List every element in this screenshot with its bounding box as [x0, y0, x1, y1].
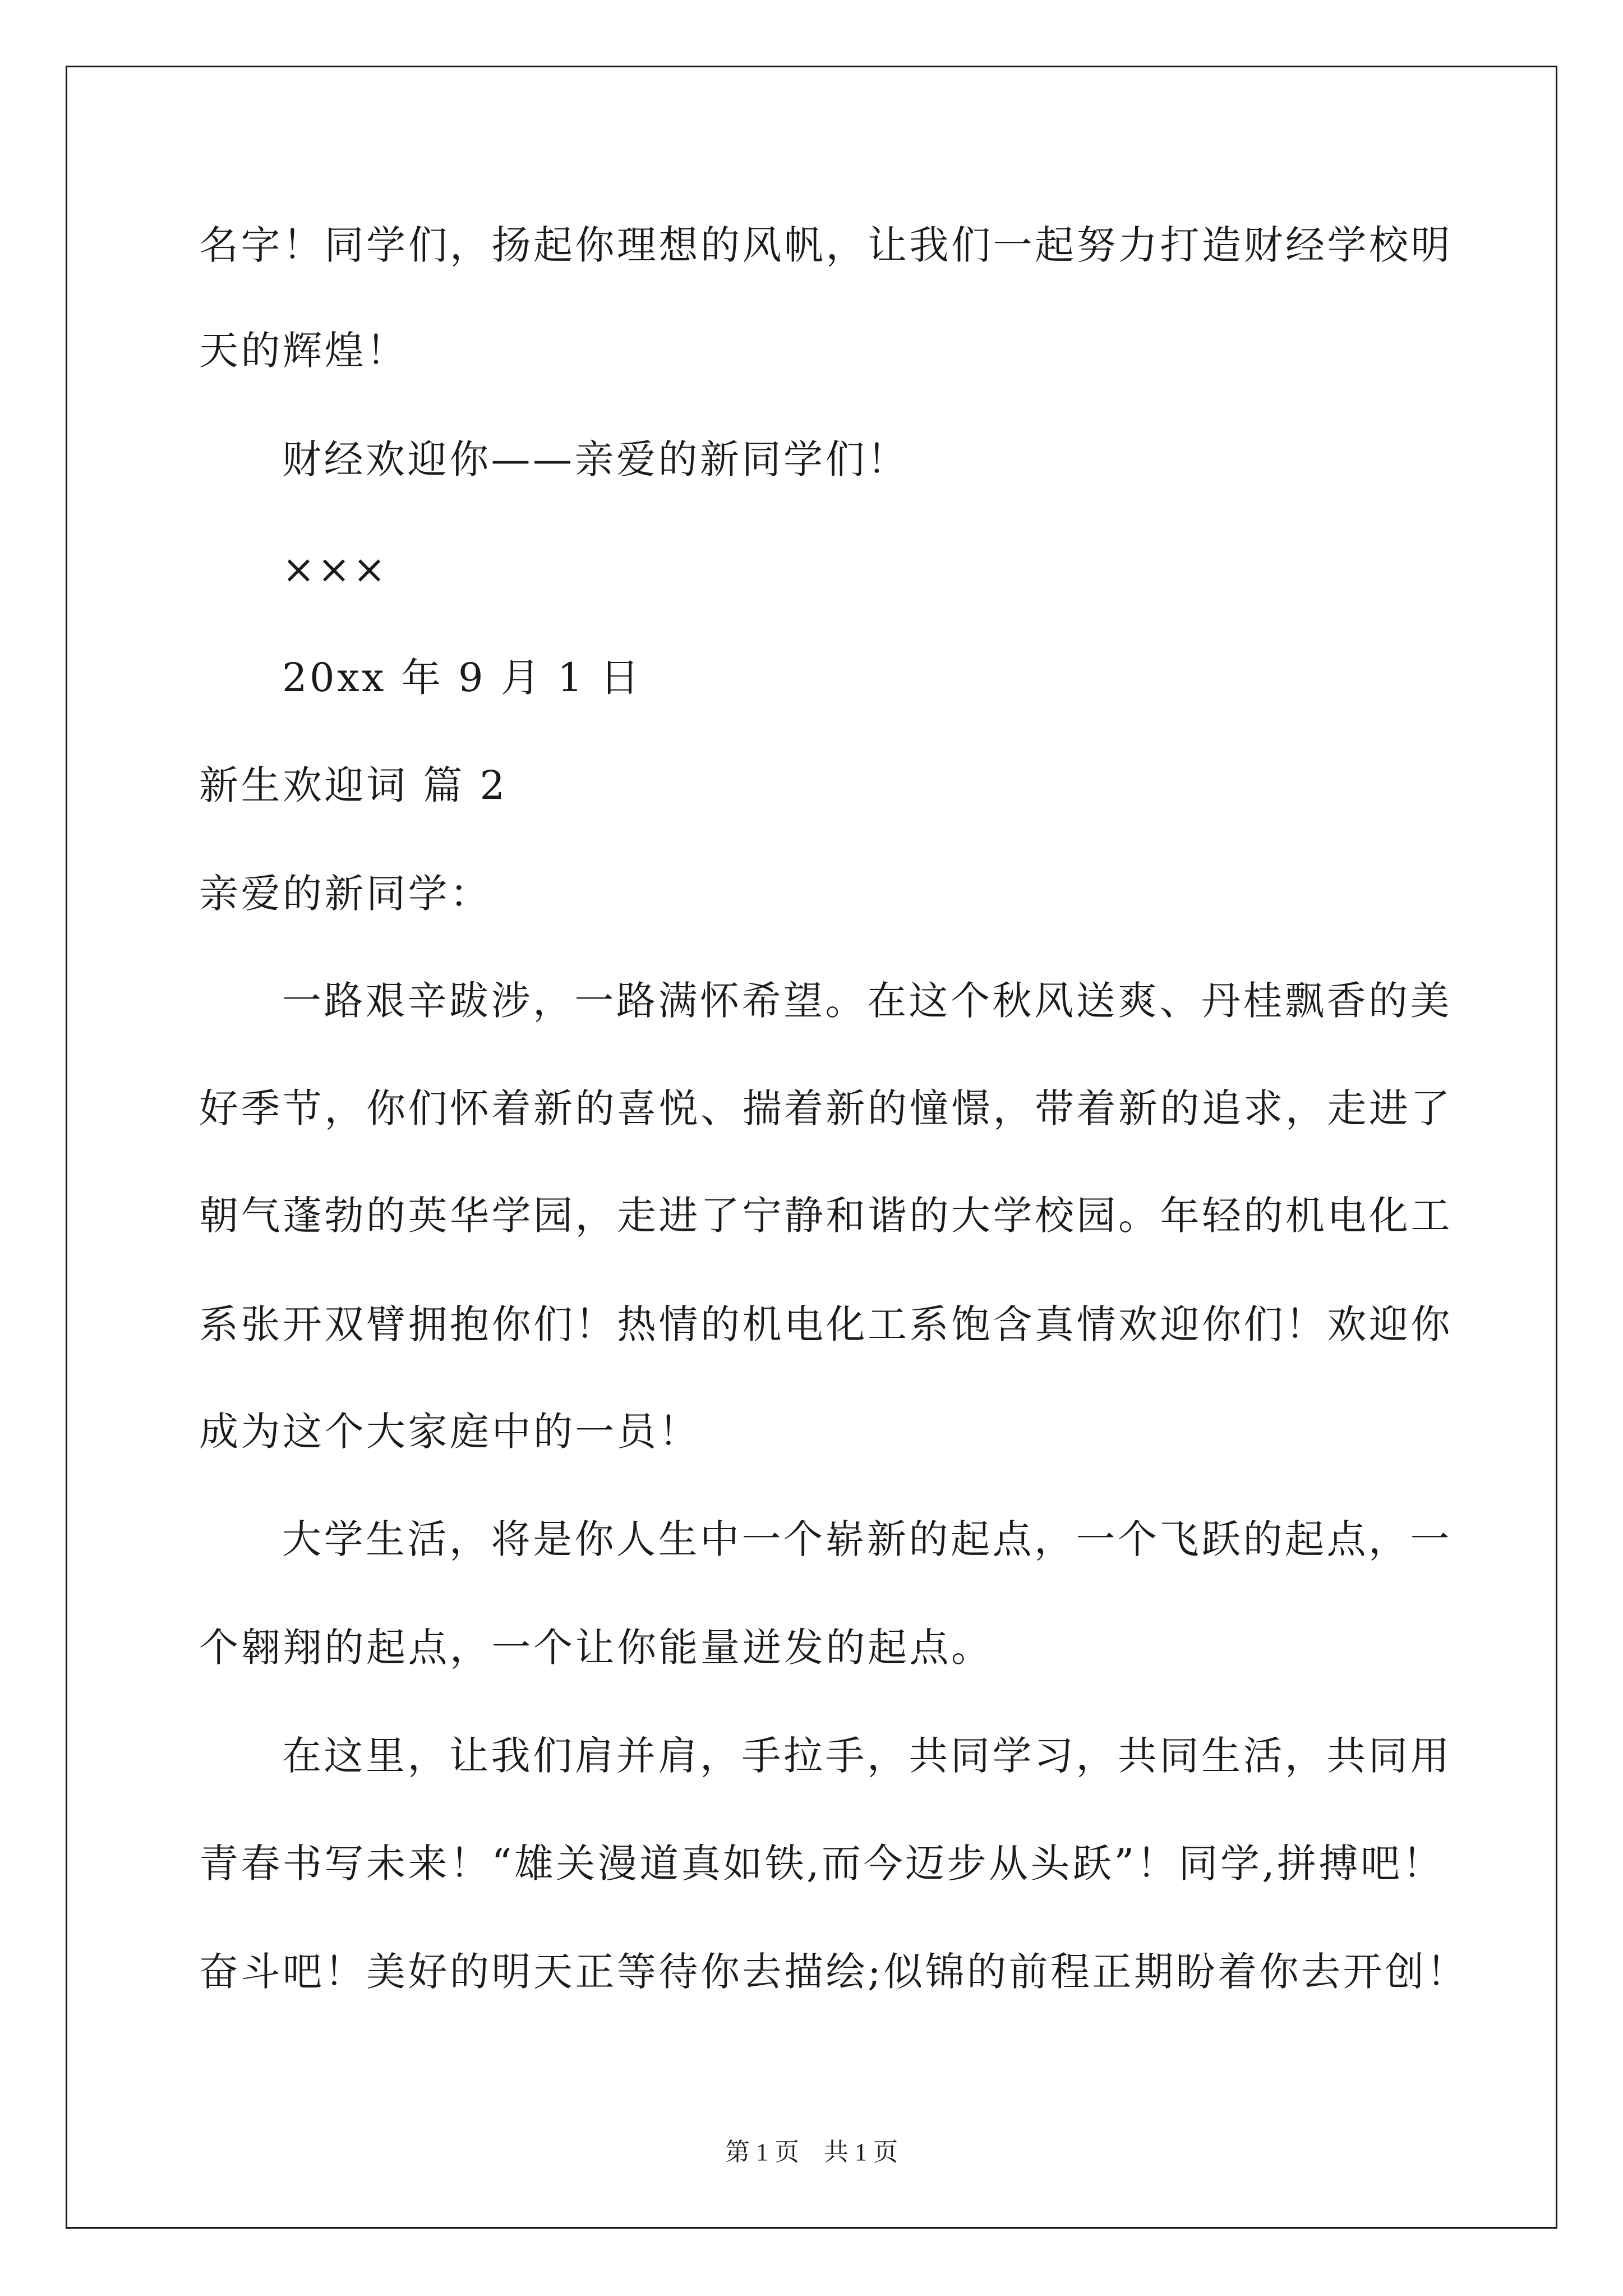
signature: ××× — [282, 546, 389, 592]
section-heading: 新生欢迎词 篇 2 — [199, 762, 508, 808]
paragraph-line: 系张开双臂拥抱你们！热情的机电化工系饱含真情欢迎你们！欢迎你 — [199, 1301, 1453, 1347]
page-number-footer: 第 1 页 共 1 页 — [725, 2138, 898, 2166]
paragraph-line: 在这里，让我们肩并肩，手拉手，共同学习，共同生活，共同用 — [282, 1733, 1452, 1779]
paragraph-line: 好季节，你们怀着新的喜悦、揣着新的憧憬，带着新的追求，走进了 — [199, 1085, 1453, 1131]
paragraph-line: 天的辉煌！ — [199, 328, 408, 374]
closing-line: 财经欢迎你——亲爱的新同学们！ — [282, 436, 909, 482]
date-line: 20xx 年 9 月 1 日 — [282, 655, 642, 701]
paragraph-line: 个翱翔的起点，一个让你能量迸发的起点。 — [199, 1625, 993, 1671]
page-border — [66, 66, 1557, 2229]
paragraph-line: 一路艰辛跋涉，一路满怀希望。在这个秋风送爽、丹桂飘香的美 — [282, 978, 1452, 1024]
paragraph-line: 成为这个大家庭中的一员！ — [199, 1409, 700, 1455]
paragraph-line: 青春书写未来！“雄关漫道真如铁,而今迈步从头跃”！同学,拼搏吧！ — [199, 1841, 1445, 1887]
paragraph-line: 大学生活，将是你人生中一个崭新的起点，一个飞跃的起点，一 — [282, 1516, 1452, 1562]
paragraph-line: 朝气蓬勃的英华学园，走进了宁静和谐的大学校园。年轻的机电化工 — [199, 1193, 1453, 1239]
salutation: 亲爱的新同学： — [199, 871, 492, 917]
paragraph-line: 名字！同学们，扬起你理想的风帆，让我们一起努力打造财经学校明 — [199, 222, 1453, 268]
paragraph-line: 奋斗吧！美好的明天正等待你去描绘;似锦的前程正期盼着你去开创！ — [199, 1949, 1469, 1995]
